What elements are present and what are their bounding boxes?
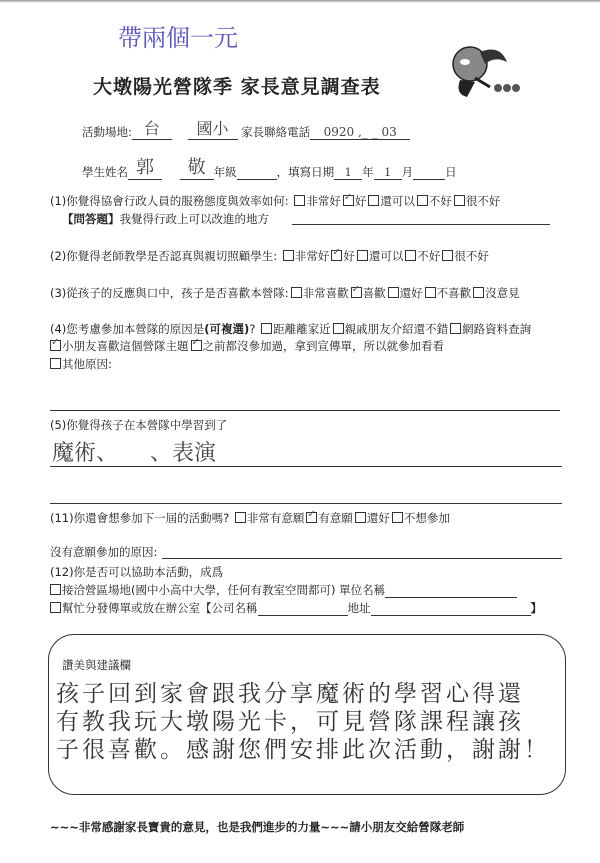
checkbox-option[interactable] [333, 323, 344, 334]
unit-name-field[interactable] [385, 597, 517, 598]
checkbox-option[interactable] [306, 512, 317, 523]
comment-line-1: 孩子回到家會跟我分享魔術的學習心得還 [56, 681, 524, 707]
q5-answer-2: 、表演 [150, 441, 217, 466]
mascot-logo [445, 42, 525, 104]
month-label: 月 [401, 165, 414, 179]
q5-answer-line-1[interactable] [50, 466, 562, 467]
q4-other-label: 其他原因: [62, 357, 112, 371]
comment-line-3: 子很喜歡。感謝您們安排此次活動，謝謝！ [56, 737, 550, 763]
checkbox-option[interactable] [388, 287, 399, 298]
venue-field-1[interactable]: 台 [132, 116, 172, 140]
q12-opt2-label: 幫忙分發傳單或放在辦公室【公司名稱 [62, 601, 258, 615]
venue-label: 活動場地: [82, 125, 132, 139]
close-bracket: 】 [530, 601, 542, 615]
q4-other [48, 356, 112, 372]
checkbox-option[interactable] [291, 287, 302, 298]
option-label: 還可以 [380, 194, 415, 208]
checkbox-option[interactable] [405, 250, 416, 261]
student-row [82, 153, 457, 180]
checkbox-option[interactable] [294, 195, 305, 206]
phone-label: 家長聯絡電話 [241, 125, 311, 139]
phone-field[interactable]: 0920 ,_ _ 03 [310, 125, 410, 140]
question-4 [50, 321, 531, 337]
q1-open-tag: 【問答題】 [62, 212, 120, 226]
question-1 [50, 193, 500, 209]
address-field[interactable] [371, 615, 531, 616]
option-label: 非常有意願 [246, 511, 305, 525]
form-title: 大墩陽光營隊季 家長意見調查表 [93, 76, 381, 98]
q4-multi: (可複選) [204, 322, 250, 336]
checkbox-option[interactable] [261, 323, 272, 334]
checkbox-option[interactable] [235, 512, 246, 523]
option-label: 還好 [399, 286, 423, 300]
checkbox-option[interactable] [473, 287, 484, 298]
option-label: 非常喜歡 [302, 286, 349, 300]
checkbox-option[interactable] [355, 512, 366, 523]
month-field[interactable]: 1 [374, 165, 402, 180]
option-label: 之前都沒參加過，拿到宣傳單，所以就參加看看 [202, 339, 444, 353]
option-label: 距離離家近 [273, 322, 331, 336]
checkbox-option[interactable] [191, 340, 202, 351]
q4-answer-line[interactable] [50, 410, 560, 411]
comments-label: 讚美與建議欄 [62, 658, 131, 672]
checkbox-other[interactable] [50, 358, 61, 369]
option-label: 喜歡 [362, 286, 386, 300]
comment-line-2: 有教我玩大墩陽光卡，可見營隊課程讓孩 [56, 709, 524, 735]
q3-text: (3)從孩子的反應與口中，孩子是否喜歡本營隊: [50, 286, 289, 300]
option-label: 小朋友喜歡這個營隊主題 [62, 339, 189, 353]
question-12: (12)你是否可以協助本活動，成爲 [50, 565, 224, 579]
q4-text: (4)您考慮參加本營隊的原因是 [50, 322, 205, 336]
q1-text: (1)你覺得協會行政人員的服務態度與效率如何: [50, 194, 289, 208]
q1-answer-line[interactable] [292, 224, 550, 225]
option-label: 親戚朋友介紹還不錯 [344, 322, 449, 336]
q5-answer-1: 魔術、 [52, 441, 119, 466]
question-11 [50, 510, 450, 526]
option-label: 很不好 [454, 249, 489, 263]
venue-field-2[interactable]: 國小 [188, 116, 238, 140]
year-label: 年 [362, 165, 374, 179]
option-label: 好 [343, 249, 355, 263]
option-label: 網路資料查詢 [462, 322, 532, 336]
student-field-1[interactable]: 郭 [128, 153, 162, 180]
checkbox-venue[interactable] [50, 584, 61, 595]
day-field[interactable] [413, 179, 445, 180]
option-label: 不好 [417, 249, 441, 263]
q1-open-text: 我覺得行政上可以改進的地方 [119, 212, 269, 226]
option-label: 很不好 [465, 194, 501, 208]
q5-answer-line-2[interactable] [50, 503, 562, 504]
q11-text: (11)你還會想參加下一屆的活動嗎? [50, 511, 230, 525]
option-label: 非常好 [294, 249, 330, 263]
checkbox-option[interactable] [450, 323, 461, 334]
option-label: 不喜歡 [436, 286, 472, 300]
q2-text: (2)你覺得老師教學是否認真與親切照顧學生: [50, 249, 278, 263]
q12-option-1 [48, 582, 517, 598]
q12-opt1-label: 接洽營區場地(國中小高中大學，任何有教室空間都可) 單位名稱 [62, 583, 386, 597]
q11-reason-label: 沒有意願參加的原因: [50, 545, 158, 559]
checkbox-option[interactable] [368, 195, 379, 206]
day-label: 日 [445, 165, 457, 179]
company-name-field[interactable] [258, 615, 348, 616]
option-label: 不想參加 [403, 511, 450, 525]
checkbox-option[interactable] [417, 195, 428, 206]
checkbox-option[interactable] [343, 195, 354, 206]
option-label: 好 [354, 194, 367, 208]
q11-reason-line[interactable] [162, 558, 562, 559]
option-label: 沒意見 [485, 286, 520, 300]
question-2 [50, 248, 489, 264]
handwritten-top-note: 帶兩個一元 [118, 24, 238, 52]
q4-qmark: ? [249, 322, 256, 336]
q4-row2 [48, 338, 444, 354]
checkbox-option[interactable] [331, 250, 342, 261]
question-3 [50, 285, 520, 301]
option-label: 還好 [366, 511, 390, 525]
checkbox-option[interactable] [454, 195, 465, 206]
option-label: 還可以 [368, 249, 404, 263]
checkbox-option[interactable] [392, 512, 403, 523]
option-label: 有意願 [318, 511, 353, 525]
checkbox-option[interactable] [351, 287, 362, 298]
year-field[interactable]: 1 [334, 165, 362, 180]
checkbox-option[interactable] [283, 250, 294, 261]
option-label: 不好 [428, 194, 452, 208]
footer-note: ~~~非常感謝家長寶貴的意見，也是我們進步的力量~~~請小朋友交給營隊老師 [50, 820, 465, 834]
grade-field[interactable] [237, 179, 277, 180]
scan-edge [0, 0, 600, 3]
grade-label: 年級 [213, 165, 237, 179]
student-label: 學生姓名 [82, 165, 128, 179]
student-field-2[interactable]: 敬 [180, 153, 214, 180]
checkbox-option[interactable] [442, 250, 453, 261]
venue-row [82, 116, 410, 140]
address-label: 地址 [347, 601, 371, 615]
checkbox-flyers[interactable] [50, 602, 61, 613]
checkbox-option[interactable] [425, 287, 436, 298]
question-5: (5)你覺得孩子在本營隊中學習到了 [50, 418, 228, 432]
checkbox-option[interactable] [357, 250, 368, 261]
q1-open [62, 211, 269, 227]
option-label: 非常好 [306, 194, 341, 208]
date-label: ，填寫日期 [276, 165, 335, 179]
checkbox-option[interactable] [50, 340, 61, 351]
q12-option-2 [48, 600, 542, 616]
